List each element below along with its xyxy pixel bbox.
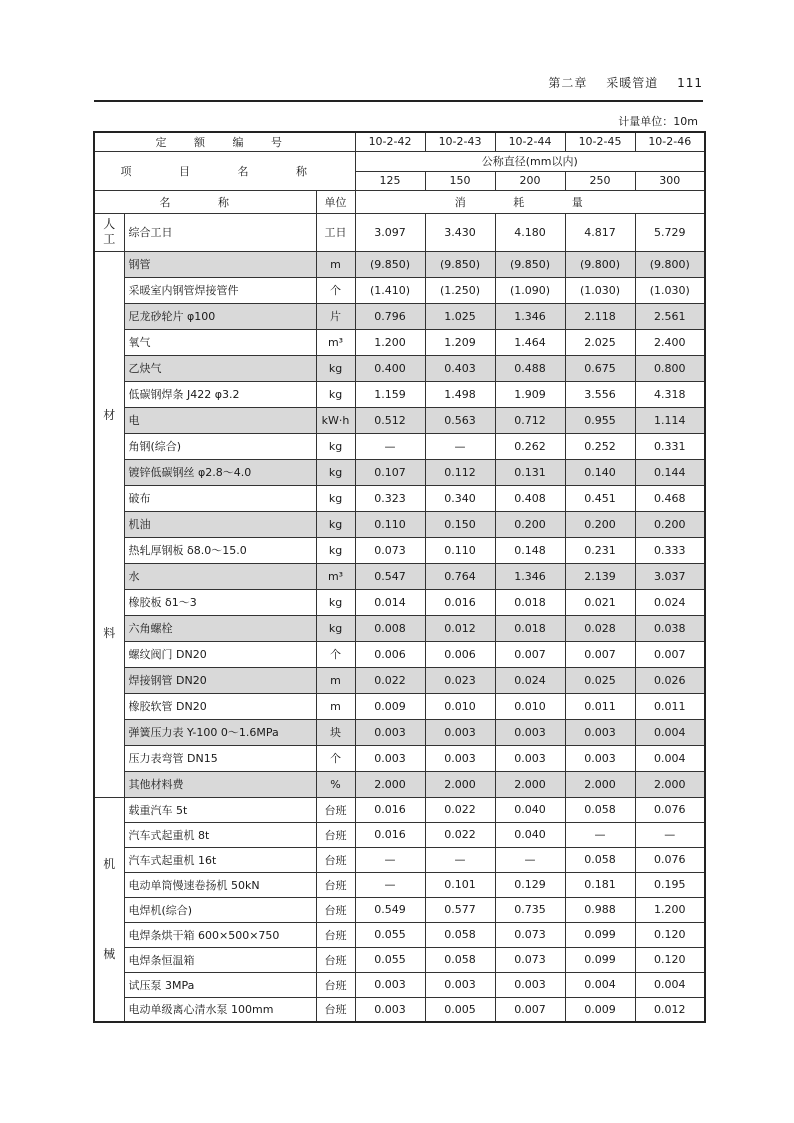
consumption-value: 2.000 — [425, 771, 495, 797]
consumption-value: 0.006 — [425, 641, 495, 667]
consumption-value: 0.120 — [635, 947, 705, 972]
consumption-value: 0.028 — [565, 615, 635, 641]
consumption-value: 1.159 — [355, 381, 425, 407]
item-unit: % — [316, 771, 355, 797]
consumption-value: 0.003 — [425, 719, 495, 745]
quota-code-row — [94, 132, 705, 151]
item-unit: 块 — [316, 719, 355, 745]
item-unit: m — [316, 251, 355, 277]
consumption-value: 0.004 — [635, 972, 705, 997]
consumption-value: 0.021 — [565, 589, 635, 615]
item-unit: kg — [316, 511, 355, 537]
consumption-value: 0.195 — [635, 872, 705, 897]
item-unit: 台班 — [316, 822, 355, 847]
consumption-value: 0.024 — [495, 667, 565, 693]
consumption-value: (1.030) — [565, 277, 635, 303]
consumption-value: 0.003 — [495, 972, 565, 997]
table-row — [94, 303, 705, 329]
consumption-value: 0.488 — [495, 355, 565, 381]
consumption-value: 0.024 — [635, 589, 705, 615]
quota-label: 定 额 编 号 — [94, 132, 355, 151]
item-unit: 片 — [316, 303, 355, 329]
consumption-value: 2.000 — [565, 771, 635, 797]
category-label — [94, 251, 124, 797]
item-name: 钢管 — [124, 251, 316, 277]
consumption-value: 0.110 — [355, 511, 425, 537]
consumption-value: (1.410) — [355, 277, 425, 303]
item-name: 弹簧压力表 Y-100 0～1.6MPa — [124, 719, 316, 745]
item-unit: m — [316, 693, 355, 719]
consumption-value: 0.099 — [565, 922, 635, 947]
table-row — [94, 997, 705, 1022]
consumption-value: 0.120 — [635, 922, 705, 947]
consumption-value: 0.231 — [565, 537, 635, 563]
consumption-value: 0.016 — [355, 822, 425, 847]
item-name: 载重汽车 5t — [124, 797, 316, 822]
category-text: 机械 — [103, 857, 116, 962]
item-name: 机油 — [124, 511, 316, 537]
consumption-value: 1.209 — [425, 329, 495, 355]
consumption-value: 0.003 — [495, 719, 565, 745]
diameter-value: 250 — [565, 171, 635, 190]
consumption-value: 1.909 — [495, 381, 565, 407]
item-name: 压力表弯管 DN15 — [124, 745, 316, 771]
consumption-value: 3.430 — [425, 213, 495, 251]
item-name: 电 — [124, 407, 316, 433]
item-unit: kg — [316, 589, 355, 615]
table-row — [94, 847, 705, 872]
consumption-value: 2.118 — [565, 303, 635, 329]
page-header — [94, 74, 703, 92]
item-name: 试压泵 3MPa — [124, 972, 316, 997]
consumption-value: 0.076 — [635, 847, 705, 872]
consumption-value: 0.735 — [495, 897, 565, 922]
category-label — [94, 797, 124, 1022]
item-name: 电焊条烘干箱 600×500×750 — [124, 922, 316, 947]
consumption-value: 0.451 — [565, 485, 635, 511]
consumption-value: 1.498 — [425, 381, 495, 407]
consumption-value: 0.003 — [425, 745, 495, 771]
consumption-value: (9.850) — [495, 251, 565, 277]
item-name: 电焊机(综合) — [124, 897, 316, 922]
consumption-value: 0.003 — [355, 745, 425, 771]
item-name: 螺纹阀门 DN20 — [124, 641, 316, 667]
item-unit: kg — [316, 381, 355, 407]
consumption-value: 0.110 — [425, 537, 495, 563]
consumption-value: 2.000 — [495, 771, 565, 797]
table-row — [94, 277, 705, 303]
consumption-value: (9.850) — [425, 251, 495, 277]
consumption-value: 0.022 — [425, 797, 495, 822]
consumption-value: 0.058 — [425, 947, 495, 972]
consumption-value: 0.007 — [565, 641, 635, 667]
consumption-value: 0.010 — [425, 693, 495, 719]
item-name: 橡胶软管 DN20 — [124, 693, 316, 719]
consumption-value: 0.200 — [635, 511, 705, 537]
consumption-value: 0.101 — [425, 872, 495, 897]
consumption-value: 0.512 — [355, 407, 425, 433]
consumption-value: 0.007 — [495, 997, 565, 1022]
consumption-value: 0.073 — [355, 537, 425, 563]
consumption-value: 1.346 — [495, 303, 565, 329]
table-row — [94, 641, 705, 667]
consumption-value: 2.025 — [565, 329, 635, 355]
item-name: 角钢(综合) — [124, 433, 316, 459]
table-row — [94, 771, 705, 797]
item-name: 六角螺栓 — [124, 615, 316, 641]
item-name: 橡胶板 δ1～3 — [124, 589, 316, 615]
item-unit: 台班 — [316, 972, 355, 997]
table-row — [94, 897, 705, 922]
item-unit: 个 — [316, 745, 355, 771]
consumption-value: 0.129 — [495, 872, 565, 897]
table-row — [94, 693, 705, 719]
consumption-header: 消 耗 量 — [355, 190, 705, 213]
consumption-value: 2.000 — [355, 771, 425, 797]
consumption-value: 0.025 — [565, 667, 635, 693]
item-name: 镀锌低碳钢丝 φ2.8～4.0 — [124, 459, 316, 485]
consumption-value: 2.561 — [635, 303, 705, 329]
item-unit: 台班 — [316, 947, 355, 972]
item-unit: kg — [316, 485, 355, 511]
item-unit: 台班 — [316, 922, 355, 947]
quota-code: 10-2-44 — [495, 132, 565, 151]
consumption-value: 0.549 — [355, 897, 425, 922]
item-unit: 台班 — [316, 897, 355, 922]
consumption-value: 0.003 — [565, 719, 635, 745]
consumption-value: 0.150 — [425, 511, 495, 537]
consumption-value: 0.022 — [425, 822, 495, 847]
quota-code: 10-2-45 — [565, 132, 635, 151]
consumption-value: 0.023 — [425, 667, 495, 693]
consumption-value: 1.346 — [495, 563, 565, 589]
item-name: 破布 — [124, 485, 316, 511]
consumption-value: 0.011 — [635, 693, 705, 719]
quota-code: 10-2-43 — [425, 132, 495, 151]
consumption-value: 0.107 — [355, 459, 425, 485]
consumption-value: 0.003 — [495, 745, 565, 771]
consumption-value: 0.009 — [565, 997, 635, 1022]
consumption-value: 0.099 — [565, 947, 635, 972]
consumption-value: 0.073 — [495, 922, 565, 947]
consumption-value: (9.800) — [565, 251, 635, 277]
unit-column-header: 单位 — [316, 190, 355, 213]
diameter-label: 公称直径(mm以内) — [355, 151, 705, 171]
chapter-label: 第二章 — [548, 76, 588, 90]
consumption-value: 0.340 — [425, 485, 495, 511]
table-row — [94, 947, 705, 972]
item-name: 综合工日 — [124, 213, 316, 251]
table-row — [94, 719, 705, 745]
item-name: 低碳钢焊条 J422 φ3.2 — [124, 381, 316, 407]
consumption-value: 1.114 — [635, 407, 705, 433]
consumption-value: 0.148 — [495, 537, 565, 563]
consumption-value: 0.012 — [425, 615, 495, 641]
consumption-value: 2.000 — [635, 771, 705, 797]
item-unit: m³ — [316, 563, 355, 589]
consumption-value: 1.025 — [425, 303, 495, 329]
category-label — [94, 213, 124, 251]
consumption-value: 0.016 — [425, 589, 495, 615]
consumption-value: 0.040 — [495, 822, 565, 847]
consumption-value: 0.007 — [495, 641, 565, 667]
consumption-value: — — [495, 847, 565, 872]
header-rule — [94, 100, 703, 102]
column-header-row — [94, 190, 705, 213]
consumption-value: 1.200 — [355, 329, 425, 355]
name-column-header: 名 称 — [94, 190, 316, 213]
table-row — [94, 381, 705, 407]
consumption-value: 0.003 — [425, 972, 495, 997]
consumption-value: 0.076 — [635, 797, 705, 822]
consumption-value: — — [425, 847, 495, 872]
table-row — [94, 563, 705, 589]
consumption-value: 0.988 — [565, 897, 635, 922]
item-name: 尼龙砂轮片 φ100 — [124, 303, 316, 329]
item-unit: m³ — [316, 329, 355, 355]
consumption-value: 0.712 — [495, 407, 565, 433]
consumption-value: 0.018 — [495, 615, 565, 641]
consumption-value: 0.005 — [425, 997, 495, 1022]
consumption-value: (1.250) — [425, 277, 495, 303]
consumption-value: 1.200 — [635, 897, 705, 922]
consumption-value: 0.408 — [495, 485, 565, 511]
item-unit: kg — [316, 459, 355, 485]
item-unit: kg — [316, 615, 355, 641]
consumption-value: — — [425, 433, 495, 459]
consumption-value: 0.026 — [635, 667, 705, 693]
consumption-value: 0.331 — [635, 433, 705, 459]
consumption-value: 0.200 — [565, 511, 635, 537]
consumption-value: 0.400 — [355, 355, 425, 381]
consumption-value: 0.009 — [355, 693, 425, 719]
item-unit: 台班 — [316, 997, 355, 1022]
consumption-value: 0.796 — [355, 303, 425, 329]
item-name: 焊接钢管 DN20 — [124, 667, 316, 693]
table-row — [94, 407, 705, 433]
consumption-value: 0.055 — [355, 922, 425, 947]
consumption-value: 0.007 — [635, 641, 705, 667]
consumption-value: 0.073 — [495, 947, 565, 972]
consumption-value: 0.323 — [355, 485, 425, 511]
diameter-value: 300 — [635, 171, 705, 190]
quota-code: 10-2-46 — [635, 132, 705, 151]
item-name-label: 项 目 名 称 — [94, 151, 355, 190]
consumption-value: 0.577 — [425, 897, 495, 922]
consumption-value: 0.468 — [635, 485, 705, 511]
item-unit: kW·h — [316, 407, 355, 433]
consumption-value: 0.403 — [425, 355, 495, 381]
consumption-value: 0.012 — [635, 997, 705, 1022]
consumption-value: 2.400 — [635, 329, 705, 355]
consumption-value: 0.018 — [495, 589, 565, 615]
consumption-value: — — [565, 822, 635, 847]
diameter-value: 200 — [495, 171, 565, 190]
consumption-value: 3.037 — [635, 563, 705, 589]
consumption-value: 0.003 — [355, 719, 425, 745]
item-name: 氧气 — [124, 329, 316, 355]
consumption-value: 0.010 — [495, 693, 565, 719]
consumption-value: 0.022 — [355, 667, 425, 693]
consumption-value: — — [355, 433, 425, 459]
table-row — [94, 667, 705, 693]
table-row — [94, 355, 705, 381]
consumption-value: 0.004 — [635, 719, 705, 745]
item-name: 水 — [124, 563, 316, 589]
consumption-value: — — [355, 847, 425, 872]
consumption-value: 0.181 — [565, 872, 635, 897]
table-row — [94, 615, 705, 641]
consumption-value: 0.144 — [635, 459, 705, 485]
item-name: 电动单筒慢速卷扬机 50kN — [124, 872, 316, 897]
consumption-value: — — [635, 822, 705, 847]
item-name: 电焊条恒温箱 — [124, 947, 316, 972]
table-row — [94, 972, 705, 997]
consumption-value: 0.955 — [565, 407, 635, 433]
consumption-value: 0.140 — [565, 459, 635, 485]
diameter-value: 125 — [355, 171, 425, 190]
table-row — [94, 433, 705, 459]
consumption-value: 0.055 — [355, 947, 425, 972]
item-name: 其他材料费 — [124, 771, 316, 797]
item-unit: m — [316, 667, 355, 693]
consumption-value: 0.003 — [565, 745, 635, 771]
consumption-value: 0.038 — [635, 615, 705, 641]
consumption-value: 0.004 — [635, 745, 705, 771]
consumption-value: 0.131 — [495, 459, 565, 485]
item-unit: kg — [316, 537, 355, 563]
consumption-value: 0.003 — [355, 972, 425, 997]
table-row — [94, 511, 705, 537]
page-number: 111 — [677, 76, 703, 90]
consumption-value: 0.800 — [635, 355, 705, 381]
unit-note: 计量单位：10m — [618, 115, 698, 128]
table-row — [94, 213, 705, 251]
consumption-value: 0.563 — [425, 407, 495, 433]
consumption-value: (1.030) — [635, 277, 705, 303]
consumption-value: 3.097 — [355, 213, 425, 251]
consumption-value: 0.547 — [355, 563, 425, 589]
consumption-value: 4.817 — [565, 213, 635, 251]
diameter-label-row — [94, 151, 705, 171]
consumption-value: 0.058 — [565, 847, 635, 872]
item-unit: 台班 — [316, 847, 355, 872]
consumption-value: 0.008 — [355, 615, 425, 641]
table-row — [94, 459, 705, 485]
consumption-value: 3.556 — [565, 381, 635, 407]
consumption-value: 4.180 — [495, 213, 565, 251]
table-row — [94, 872, 705, 897]
consumption-value: (1.090) — [495, 277, 565, 303]
table-row — [94, 822, 705, 847]
item-unit: 台班 — [316, 797, 355, 822]
consumption-value: 0.006 — [355, 641, 425, 667]
item-name: 电动单级离心清水泵 100mm — [124, 997, 316, 1022]
table-row — [94, 537, 705, 563]
consumption-value: 0.016 — [355, 797, 425, 822]
consumption-value: 0.764 — [425, 563, 495, 589]
consumption-value: 0.040 — [495, 797, 565, 822]
quota-table — [93, 131, 706, 1023]
consumption-value: 0.058 — [425, 922, 495, 947]
consumption-value: 2.139 — [565, 563, 635, 589]
consumption-value: 0.262 — [495, 433, 565, 459]
table-row — [94, 589, 705, 615]
table-row — [94, 922, 705, 947]
consumption-value: (9.800) — [635, 251, 705, 277]
quota-code: 10-2-42 — [355, 132, 425, 151]
consumption-value: 0.003 — [355, 997, 425, 1022]
diameter-value: 150 — [425, 171, 495, 190]
table-row — [94, 745, 705, 771]
table-body — [94, 132, 705, 1022]
table-row — [94, 329, 705, 355]
consumption-value: 0.058 — [565, 797, 635, 822]
section-title: 采暖管道 — [606, 76, 659, 90]
consumption-value: 0.200 — [495, 511, 565, 537]
consumption-value: 1.464 — [495, 329, 565, 355]
consumption-value: 5.729 — [635, 213, 705, 251]
item-name: 采暖室内钢管焊接管件 — [124, 277, 316, 303]
consumption-value: 0.011 — [565, 693, 635, 719]
consumption-value: 4.318 — [635, 381, 705, 407]
item-unit: 个 — [316, 641, 355, 667]
consumption-value: — — [355, 872, 425, 897]
item-unit: kg — [316, 433, 355, 459]
item-unit: kg — [316, 355, 355, 381]
consumption-value: 0.252 — [565, 433, 635, 459]
consumption-value: (9.850) — [355, 251, 425, 277]
item-name: 热轧厚钢板 δ8.0～15.0 — [124, 537, 316, 563]
item-unit: 个 — [316, 277, 355, 303]
item-name: 汽车式起重机 16t — [124, 847, 316, 872]
item-name: 乙炔气 — [124, 355, 316, 381]
item-name: 汽车式起重机 8t — [124, 822, 316, 847]
table-row — [94, 485, 705, 511]
consumption-value: 0.112 — [425, 459, 495, 485]
category-text: 材料 — [103, 408, 116, 640]
consumption-value: 0.333 — [635, 537, 705, 563]
consumption-value: 0.014 — [355, 589, 425, 615]
table-row — [94, 251, 705, 277]
item-unit: 工日 — [316, 213, 355, 251]
category-text: 人工 — [103, 216, 116, 246]
consumption-value: 0.675 — [565, 355, 635, 381]
item-unit: 台班 — [316, 872, 355, 897]
consumption-value: 0.004 — [565, 972, 635, 997]
table-row — [94, 797, 705, 822]
